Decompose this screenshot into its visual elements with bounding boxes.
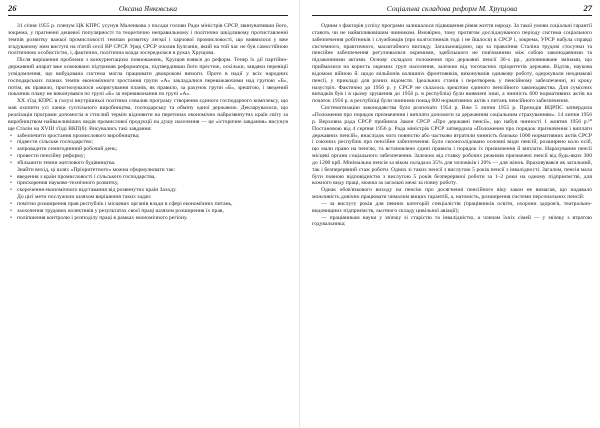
task-list	[8, 133, 288, 167]
list-item-text: працівникам науки у зв'язку зі старістю та інвалідністю, а членам їхніх сімей — у зв'язку з втратою годувальника;	[312, 214, 592, 228]
list-item: — за вислугу років для певних категорій спеціалістів (працівників освіти, охорони здоров'я, театрально-видовищних підприємств, льотного складу цивільної авіації);	[312, 200, 592, 214]
left-running-header	[8, 2, 288, 16]
right-running-header	[312, 2, 592, 16]
paragraph: ХХ з'їзд КПРС в галузі внутрішньої політики схвалив програму створення єдиного господарчого комплексу, що мав охопити усі ланки суспільного виробництва, господарську та обміну одної державою. Декларувалося, що реалізація програми допомогла в стислий термін відновити на перетинах економічно найрозвинутих країн світу за виробництвом найважливіших видів промислової продукції на душу населення — це «історичне завдання» висунув ще Сталін на XVIII з'їзді ВКП(б). Висувались такі завдання:	[8, 98, 288, 132]
list-item: • запровадити семигодинний робочий день;	[8, 146, 288, 153]
list-item: • помітно розширення прав республік і місцевих органів влади в сфері економічних питань,	[8, 201, 288, 208]
list-item: • забезпечити зростання промислового виробництва;	[8, 133, 288, 140]
paragraph: Після вирішення проблеми з конкурентацією повноважень, Хрущов взявся до реформ. Тепер їх дії партійно-державний апарат вже освоювано підтримав реформатора, підтвердивши його престиж, оскільки, завдяки перевіції усвідомлення, що вибудована система могла працювати двокрокові вимоги. Проте в надії у всіх народних господарських планах темпи економічного зростання групи «А» закладалися переважаючими над групою «Б», потім, як правило, прогнозувалося «коригування планів, як правило, за рахунок групи «Б», зрештою, і зведений показник плану не виконувався по групі «Б» за перевиконання по групі «А».	[8, 57, 288, 98]
paragraph: Однак обов'язкового виходу на пенсію про досягненні пенсійного віку закон не вимагав, що надавало можливість довічно працювати чималим вищих гарантій, а, натомість, розширення системи персональних пенсій:	[312, 187, 592, 201]
right-running-title: Соціальна складова реформ М. Хрущова	[386, 3, 518, 13]
right-page-number: 27	[583, 3, 592, 13]
paragraph: До цієї мети послужили шляхом вирішення таких задач:	[17, 194, 152, 201]
pension-categories-list	[312, 201, 592, 228]
objectives-list	[8, 201, 288, 222]
left-page	[4, 0, 294, 428]
left-running-title: Оксана Янковська	[118, 3, 178, 13]
right-body-text	[312, 23, 592, 228]
list-item: • провести пенсійну реформу;	[8, 153, 288, 160]
list-item: • прискорення науково-технічного розвитку,	[8, 180, 288, 187]
list-item-text: за вислугу років для певних категорій спеціалістів (працівників освіти, охорони здоров'я, театрально-видовищних підприємств, льотного складу цивільної авіації);	[312, 200, 592, 214]
list-item: • скорочення економічного відставання від розвинутих країн Заходу.	[8, 187, 288, 194]
paragraph: 31 січня 1955 р. пленум ЦК КПРС усунув Маленкова з посади голови Ради міністрів СРСР, звинувативши його, зокрема, у прагненні дешевої популярності та теоретично неправильному і політично шкідливому протиставленні темпів розвитку важкої промисловості темпам розвитку легкої і харчової промисловості, що виявилося у вже згадуваному ним виступі на п'ятій сесії ВР СРСР. Уряд СРСР очолив Булганін, який на той час не був самостійною політичною особистістю, і, фактично, політична влада зосередилася в руках Хрущова.	[8, 23, 288, 57]
paragraph: Знайти вихід, ці шлях «Пріоритетного» можна сформулювати так:	[17, 166, 176, 173]
paragraph: Систематизацію законодавства було розпочато 1954 р. Вже 5 липня 1955 р. Президія ВЦРПС затвердила «Положення про порядок призначення і виплати допомоги за державним соціальним страхуванням». 14 липня 1956 р. Верховна рада СРСР прийняла Закон СРСР «Про державні пенсії», що набув чинності 1 жовтня 1956 р.¹⁰ Постановою від 4 серпня 1956 р. Рада міністрів СРСР затвердила «Положення про порядок призначення і виплати державних пенсій», внаслідок чого повністю або частково втратили чинність близько 1000 нормативних актів СРСР і союзних республік про пенсійне забезпечення. Було скоонсолідовано основні види пенсій, розширено коло осіб, що мали право на пенсію, та встановлено єдині правила і порядок їх призначення й виплати. Нарахування пенсії місцеві органи соціального забезпечення. Залежно від ставку робочих режимів призначені пенсії від будь-яких 300 до 1200 крб. Мінімальна пенсія за віком складала 35% для чоловіків і 20% — для жінок. Враховувався як загальний, так і безперервний стаж роботи. Одних зі таких пенсії з вислугою 5 років пенсії з інвалідності. Загалом, пенсія мала бути повною відповідністю з вислугою 5 років безперервної роботи за 1–2 роки на одному підприємстві, для кожного виду праці, можна за загальні межі за повну роботу.	[312, 105, 592, 187]
left-page-number: 26	[8, 3, 17, 13]
list-item: • введення з країн промисловості і сільського господарства,	[8, 174, 288, 181]
right-page	[306, 0, 596, 428]
list-item: • підвести сільське господарство;	[8, 139, 288, 146]
paragraph: Одним з факторів успіху програми залишалося підвищення рівня життя народу. За такої умови соціальні гарантії ставоть чи не найвпливовішим чинником. Вмовірно, тому протягом досліджуваного періоду система соціального забезпечення робітників і службовців (про колгоспників тоді і не йшлося) в СРСР і, зокрема, УРСР набула справді системного, практичного, масштабного вигляду. Загальновідомо, що за правління Сталіна трудові стосунки та пенсійне забезпечення регулювалися окремими, здебільшого не пов'язаними між собою законодавчими та підзаконними актами. Основу складало положення про державні пенсії 30-х рр., доповнюване змінами, що приймалися на користь окремих груп населення, залежно від тогочасних пріоритетів держави. Відтак, наукова відомою війною й. щодо мільйонів колишніх фронтовиків, виконувачів однакову роботу, одержували неоднакові пенсії, у прикладі для різних відомств. Ідеальних станів і перетворень у пенсійному забезпеченні, ні кроку назустріч. Фактично до 1956 р. у СРСР не склалось зрештою єдиного пенсійного законодавства. Для сумісних випадків був і в цьому зрушення до 1956 р. в республіці були виявлені інші, а чинність 600 нормативних актів на початок 1956 р. в республіці були чинними понад 600 нормативних актів з питань пенсійного забезпечення.	[312, 23, 592, 105]
list-item: • заохочення трудових колективів у результатах своєї праці шляхом розширення їх прав,	[8, 208, 288, 215]
list-item: • збільшити темпи житлового будівництва.	[8, 160, 288, 167]
book-spine	[299, 0, 300, 428]
directions-list	[8, 174, 288, 195]
list-item: — працівникам науки у зв'язку зі старістю та інвалідністю, а членам їхніх сімей — у зв'язку з втратою годувальника;	[312, 214, 592, 228]
list-item: • поліпшення контролю і розподілу праці в рамках економічного регіону.	[8, 215, 288, 222]
left-body-text	[8, 23, 288, 221]
